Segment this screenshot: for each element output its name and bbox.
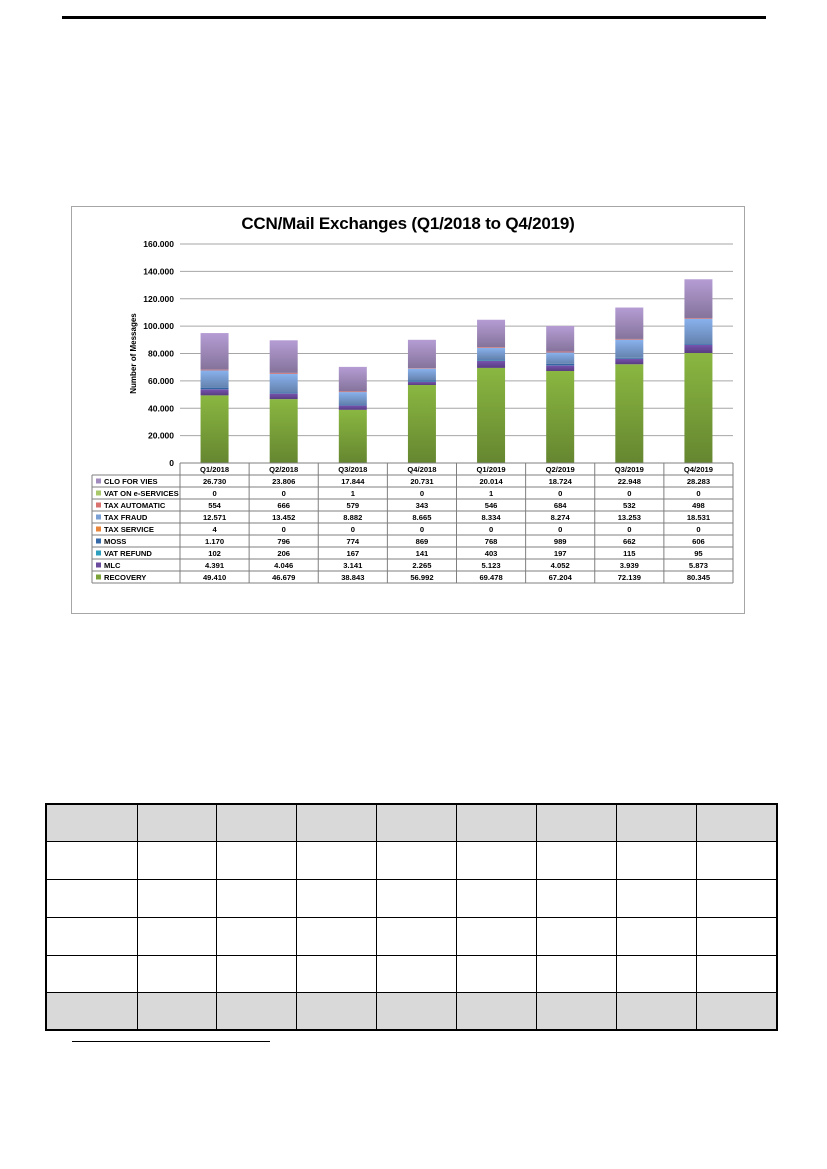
footnote-rule (72, 1041, 270, 1042)
grid-cell (697, 842, 778, 880)
bar-clo-for-vies-q2-2019 (546, 326, 574, 352)
grid-cell (697, 956, 778, 993)
grid-row (46, 804, 777, 842)
bar-tax-fraud-q4-2019 (684, 319, 712, 344)
legend-label: VAT REFUND (104, 549, 152, 558)
grid-cell (457, 956, 537, 993)
data-label: 546 (484, 501, 498, 510)
grid-cell (138, 993, 217, 1031)
data-label: 72.139 (617, 573, 641, 582)
grid-cell (297, 993, 377, 1031)
x-tick-label: Q4/2019 (683, 465, 714, 474)
grid-cell (217, 842, 297, 880)
y-tick-label: 120.000 (143, 293, 174, 304)
grid-row (46, 918, 777, 956)
data-label: 115 (623, 549, 636, 558)
data-label: 17.844 (341, 477, 365, 486)
legend-key (96, 539, 101, 544)
bar-clo-for-vies-q1-2019 (477, 320, 505, 347)
data-table (92, 463, 733, 583)
data-label: 662 (622, 537, 636, 546)
grid-cell (457, 880, 537, 918)
data-label: 869 (415, 537, 429, 546)
data-label: 0 (419, 489, 425, 498)
x-tick-label: Q2/2019 (545, 465, 575, 474)
legend-key (96, 527, 101, 532)
data-label: 46.679 (272, 573, 296, 582)
data-label: 20.731 (410, 477, 434, 486)
bar-tax-fraud-q1-2019 (477, 348, 505, 359)
grid-layer (180, 244, 733, 463)
data-label: 8.274 (550, 513, 570, 522)
bar-tax-fraud-q2-2019 (546, 353, 574, 364)
bar-recovery-q1-2018 (201, 395, 229, 463)
grid-cell (697, 804, 778, 842)
legend-label: RECOVERY (104, 573, 147, 582)
grid-cell (217, 918, 297, 956)
x-tick-label: Q3/2018 (338, 465, 368, 474)
legend-key (96, 479, 101, 484)
grid-cell (377, 918, 457, 956)
data-label: 4.391 (205, 561, 225, 570)
data-label: 579 (346, 501, 360, 510)
data-label: 5.873 (688, 561, 708, 570)
grid-cell (457, 804, 537, 842)
data-label: 69.478 (479, 573, 503, 582)
legend-key (96, 563, 101, 568)
empty-grid-table (45, 803, 778, 1031)
bar-moss-q4-2018 (408, 381, 436, 382)
y-tick-label: 60.000 (148, 375, 174, 386)
data-label: 0 (419, 525, 425, 534)
data-label: 13.253 (617, 513, 641, 522)
data-label: 606 (692, 537, 705, 546)
legend-label: TAX FRAUD (104, 513, 148, 522)
grid-cell (217, 956, 297, 993)
grid-cell (217, 804, 297, 842)
data-label: 0 (627, 525, 632, 534)
bar-tax-automatic-q3-2018 (339, 391, 367, 392)
bar-mlc-q2-2018 (270, 394, 298, 400)
legend-key (96, 491, 101, 496)
data-label: 0 (350, 525, 355, 534)
y-tick-label: 80.000 (148, 348, 174, 359)
x-tick-label: Q2/2018 (269, 465, 299, 474)
y-tick-label: 140.000 (143, 266, 174, 277)
legend-label: MOSS (104, 537, 127, 546)
bar-tax-automatic-q2-2019 (546, 352, 574, 353)
data-label: 197 (553, 549, 567, 558)
bar-clo-for-vies-q2-2018 (270, 340, 298, 373)
bar-tax-fraud-q2-2018 (270, 374, 298, 392)
grid-cell (617, 804, 697, 842)
data-label: 206 (277, 549, 291, 558)
data-label: 768 (484, 537, 498, 546)
legend-label: TAX SERVICE (104, 525, 154, 534)
y-tick-label: 0 (169, 458, 174, 468)
data-label: 343 (415, 501, 429, 510)
grid-cell (46, 804, 138, 842)
data-label: 684 (553, 501, 567, 510)
data-label: 8.665 (412, 513, 432, 522)
legend-key (96, 575, 101, 580)
grid-cell (537, 993, 617, 1031)
data-label: 532 (622, 501, 636, 510)
grid-cell (138, 880, 217, 918)
bar-clo-for-vies-q1-2018 (201, 333, 229, 370)
y-tick-label: 160.000 (143, 239, 174, 249)
data-label: 5.123 (481, 561, 501, 570)
data-label: 22.948 (617, 477, 641, 486)
data-label: 23.806 (272, 477, 296, 486)
data-label: 0 (696, 489, 701, 498)
grid-cell (217, 993, 297, 1031)
data-label: 774 (346, 537, 360, 546)
data-label: 3.939 (619, 561, 639, 570)
x-tick-label: Q3/2019 (614, 465, 644, 474)
legend-label: CLO FOR VIES (104, 477, 158, 486)
grid-cell (457, 918, 537, 956)
grid-cell (297, 880, 377, 918)
bar-mlc-q2-2019 (546, 365, 574, 371)
grid-cell (537, 956, 617, 993)
grid-cell (377, 842, 457, 880)
bar-clo-for-vies-q3-2019 (615, 308, 643, 339)
data-label: 8.334 (481, 513, 501, 522)
bar-mlc-q4-2019 (684, 345, 712, 353)
data-label: 80.345 (686, 573, 711, 582)
grid-cell (46, 842, 138, 880)
grid-cell (617, 993, 697, 1031)
bar-tax-fraud-q4-2018 (408, 369, 436, 381)
data-label: 4.046 (274, 561, 294, 570)
grid-cell (537, 880, 617, 918)
bar-recovery-q3-2019 (615, 364, 643, 463)
bar-recovery-q1-2019 (477, 368, 505, 463)
data-label: 0 (696, 525, 701, 534)
data-label: 554 (208, 501, 221, 510)
bar-recovery-q3-2018 (339, 410, 367, 463)
bar-recovery-q4-2019 (684, 353, 712, 463)
data-label: 0 (558, 525, 563, 534)
y-tick-label: 100.000 (143, 321, 174, 332)
data-label: 1 (350, 489, 355, 498)
chart-frame (71, 206, 745, 614)
bar-vat-refund-q1-2019 (477, 360, 505, 361)
data-label: 26.730 (202, 477, 227, 486)
legend-key (96, 515, 101, 520)
bar-recovery-q4-2018 (408, 385, 436, 463)
x-tick-label: Q1/2018 (199, 465, 230, 474)
data-label: 989 (553, 537, 567, 546)
grid-cell (457, 993, 537, 1031)
bar-clo-for-vies-q3-2018 (339, 367, 367, 391)
data-label: 498 (692, 501, 705, 510)
bar-moss-q1-2019 (477, 359, 505, 360)
grid-cell (138, 804, 217, 842)
data-label: 8.882 (343, 513, 363, 522)
bar-tax-automatic-q3-2019 (615, 339, 643, 340)
data-label: 12.571 (202, 513, 227, 522)
grid-cell (697, 880, 778, 918)
data-label: 796 (277, 537, 291, 546)
bar-moss-q1-2018 (201, 388, 229, 390)
data-label: 4 (212, 525, 217, 534)
grid-cell (617, 880, 697, 918)
bar-mlc-q3-2019 (615, 359, 643, 364)
data-label: 13.452 (272, 513, 296, 522)
data-label: 4.052 (550, 561, 570, 570)
data-label: 1.170 (205, 537, 225, 546)
grid-cell (217, 880, 297, 918)
data-label: 141 (415, 549, 429, 558)
grid-cell (617, 918, 697, 956)
bar-tax-fraud-q3-2019 (615, 340, 643, 358)
grid-cell (697, 993, 778, 1031)
bar-clo-for-vies-q4-2019 (684, 279, 712, 318)
data-label: 18.531 (686, 513, 711, 522)
grid-cell (138, 956, 217, 993)
data-label: 95 (694, 549, 703, 558)
grid-cell (617, 842, 697, 880)
legend-key (96, 551, 101, 556)
grid-row (46, 993, 777, 1031)
bar-tax-automatic-q2-2018 (270, 373, 298, 374)
grid-cell (138, 842, 217, 880)
grid-cell (297, 956, 377, 993)
grid-cell (537, 918, 617, 956)
data-label: 666 (277, 501, 291, 510)
data-label: 20.014 (479, 477, 503, 486)
legend-label: MLC (104, 561, 121, 570)
data-label: 0 (558, 489, 563, 498)
grid-cell (138, 918, 217, 956)
grid-cell (46, 993, 138, 1031)
bar-moss-q3-2019 (615, 358, 643, 359)
bar-tax-automatic-q1-2018 (201, 370, 229, 371)
data-label: 167 (346, 549, 360, 558)
bar-moss-q3-2018 (339, 404, 367, 405)
y-tick-label: 40.000 (148, 403, 174, 414)
grid-cell (297, 804, 377, 842)
bar-tax-automatic-q1-2019 (477, 347, 505, 348)
grid-row (46, 880, 777, 918)
bar-tax-automatic-q4-2019 (684, 318, 712, 319)
grid-cell (46, 956, 138, 993)
data-label: 2.265 (412, 561, 432, 570)
bar-recovery-q2-2018 (270, 399, 298, 463)
x-tick-label: Q4/2018 (407, 465, 437, 474)
data-label: 3.141 (343, 561, 363, 570)
data-label: 28.283 (686, 477, 711, 486)
data-label: 56.992 (410, 573, 434, 582)
legend-label: TAX AUTOMATIC (104, 501, 166, 510)
grid-cell (297, 918, 377, 956)
data-label: 102 (208, 549, 221, 558)
bar-mlc-q3-2018 (339, 406, 367, 410)
bar-moss-q4-2019 (684, 344, 712, 345)
bar-mlc-q1-2019 (477, 361, 505, 368)
data-label: 49.410 (202, 573, 227, 582)
grid-cell (377, 804, 457, 842)
bar-moss-q2-2019 (546, 364, 574, 365)
bar-moss-q2-2018 (270, 392, 298, 393)
y-axis-title: Number of Messages (129, 313, 138, 394)
data-label: 0 (281, 525, 286, 534)
data-label: 0 (281, 489, 286, 498)
grid-cell (46, 918, 138, 956)
data-label: 38.843 (341, 573, 365, 582)
page-top-rule (62, 16, 766, 19)
grid-cell (537, 804, 617, 842)
bar-recovery-q2-2019 (546, 371, 574, 463)
grid-cell (537, 842, 617, 880)
grid-cell (377, 880, 457, 918)
grid-cell (457, 842, 537, 880)
legend-label: VAT ON e-SERVICES (104, 489, 179, 498)
bar-tax-fraud-q3-2018 (339, 392, 367, 404)
chart-svg (72, 207, 746, 615)
grid-cell (297, 842, 377, 880)
grid-cell (697, 918, 778, 956)
grid-row (46, 842, 777, 880)
data-label: 403 (484, 549, 498, 558)
grid-cell (377, 956, 457, 993)
data-label: 67.204 (548, 573, 572, 582)
axis-layer (129, 239, 174, 468)
legend-key (96, 503, 101, 508)
data-label: 0 (627, 489, 632, 498)
grid-cell (617, 956, 697, 993)
data-label: 18.724 (548, 477, 572, 486)
data-label: 0 (488, 525, 494, 534)
x-tick-label: Q1/2019 (476, 465, 506, 474)
bar-mlc-q1-2018 (201, 389, 229, 395)
grid-cell (46, 880, 138, 918)
bar-clo-for-vies-q4-2018 (408, 340, 436, 368)
chart-title: CCN/Mail Exchanges (Q1/2018 to Q4/2019) (241, 214, 575, 233)
bar-tax-fraud-q1-2018 (201, 370, 229, 387)
y-tick-label: 20.000 (148, 430, 174, 441)
grid-row (46, 956, 777, 993)
data-label: 0 (212, 489, 217, 498)
bar-mlc-q4-2018 (408, 382, 436, 385)
grid-cell (377, 993, 457, 1031)
data-label: 1 (488, 489, 494, 498)
